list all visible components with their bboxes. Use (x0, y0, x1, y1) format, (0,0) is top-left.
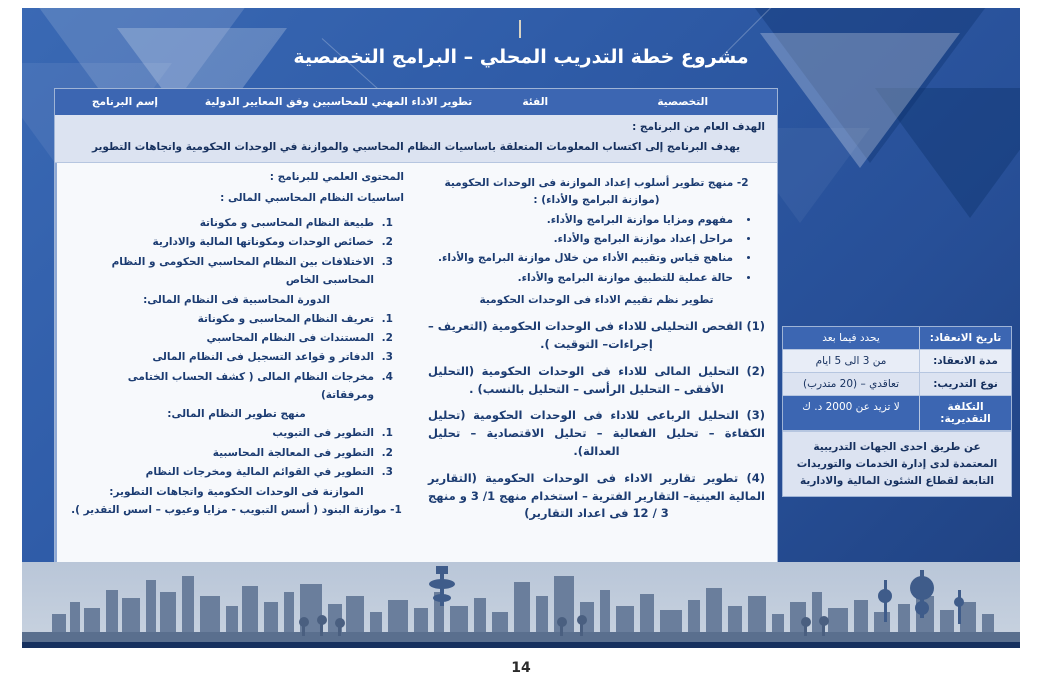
goal-text: يهدف البرنامج إلى اكتساب المعلومات المتعلقة باساسيات النظام المحاسبي والموازنة في الوحدات الحكومية واتجاهات التطوير (91, 141, 741, 153)
info-key-type: نوع التدريب: (919, 373, 1011, 395)
list-item: • مراحل إعداد موازنة البرامج والأداء. (432, 230, 737, 249)
section1-list (73, 214, 378, 290)
info-key-date: تاريخ الانعقاد: (919, 327, 1011, 349)
info-value-duration: من 3 الى 5 ايام (815, 355, 887, 367)
left-item-2: (2) التحليل المالى للاداء فى الوحدات الحكومية (التحليل الأفقى – التحليل الرأسى – التحليل بالنسب) . (428, 363, 765, 396)
header-category-label: الفئة (522, 96, 549, 108)
content-label: المحتوى العلمي للبرنامج : (269, 171, 404, 183)
info-note: عن طريق احدى الجهات التدريبية المعتمدة لدى إدارة الخدمات والتوريدات التابعة لقطاع الشئون المالية والادارية (783, 431, 1011, 496)
list-item: 4. مخرجات النظام المالى ( كشف الحساب الختامى ومرفقاتة) (73, 368, 378, 405)
section4-title: الموازنة فى الوحدات الحكومية واتجاهات التطوير: (109, 485, 364, 498)
list-item: 3. الاختلافات بين النظام المحاسبي الحكومى و النظام المحاسبى الخاص (73, 253, 378, 290)
slide-canvas (22, 8, 1020, 648)
city-skyline-image (22, 562, 1020, 648)
section3-list (73, 424, 378, 481)
program-table (54, 88, 778, 564)
program-body (55, 163, 777, 563)
decorative-triangle (740, 8, 1000, 163)
program-table-header (55, 89, 777, 115)
list-item: 2. المستندات فى النظام المحاسبي (73, 329, 378, 347)
table-row (783, 350, 1011, 373)
info-value-type: تعاقدي – (20 متدرب) (802, 378, 900, 390)
section2-list (73, 310, 378, 405)
section1-title: اساسيات النظام المحاسبي المالى : (220, 192, 404, 204)
left-bullet-list (432, 211, 737, 289)
info-key-duration: مدة الانعقاد: (919, 350, 1011, 372)
page-title: مشروع خطة التدريب المحلي – البرامج التخصصية (293, 46, 749, 68)
header-program-label: إسم البرنامج (91, 96, 159, 108)
section4-text: 1- موازنة البنود ( أسس التبويب - مزايا وعيوب – اسس التقدير ). (71, 503, 402, 516)
table-row (783, 327, 1011, 350)
list-item: • مفهوم ومزايا موازنة البرامج والأداء. (432, 211, 737, 230)
header-category-value: التخصصية (657, 96, 709, 108)
left-heading: 2- منهج تطوير أسلوب إعداد الموازنة فى الوحدات الحكومية (موازنة البرامج والأداء) : (444, 177, 749, 206)
text-cursor (519, 20, 521, 38)
list-item: • مناهج قياس وتقييم الأداء من خلال موازنة البرامج والأداء. (432, 249, 737, 268)
list-item: 3. الدفاتر و قواعد التسجيل فى النظام المالى (73, 348, 378, 366)
program-right-column (55, 163, 416, 563)
left-item-1: (1) الفحص التحليلى للاداء فى الوحدات الحكومية (التعريف – إجراءات– التوقيت ). (428, 319, 765, 351)
left-item-4: (4) تطوير تقارير الاداء فى الوحدات الحكومية (التقارير المالية العينية– التقارير الفترية – استخدام منهج 1/ 3 و منهج 3 / 12 فى اعداد التقارير) (428, 470, 765, 521)
table-row (783, 373, 1011, 396)
header-program-value: تطوير الاداء المهني للمحاسبين وفق المعايير الدولية (204, 96, 473, 108)
page-number: 14 (511, 660, 531, 676)
left-subheading: تطوير نظم تقييم الاداء فى الوحدات الحكومية (479, 294, 714, 307)
info-key-cost: التكلفة التقديرية: (919, 396, 1011, 430)
info-value-date: يحدد فيما بعد (822, 332, 880, 344)
list-item: 1. تعريف النظام المحاسبى و مكوناتة (73, 310, 378, 328)
info-value-cost: لا تزيد عن 2000 د. ك (802, 401, 900, 413)
program-left-column (416, 163, 777, 563)
list-item: • حالة عملية للتطبيق موازنة البرامج والأداء. (432, 269, 737, 288)
list-item: 2. خصائص الوحدات ومكوناتها المالية والادارية (73, 233, 378, 251)
section3-title: منهج تطوير النظام المالى: (167, 408, 306, 421)
info-table (782, 326, 1012, 497)
list-item: 1. التطوير فى التبويب (73, 424, 378, 442)
left-item-3: (3) التحليل الرباعى للاداء فى الوحدات الحكومية (تحليل الكفاءة – تحليل الفعالية – تحليل الاقتصادية – تحليل العدالة). (428, 408, 765, 458)
program-goal-section (55, 115, 777, 163)
section2-title: الدورة المحاسبية فى النظام المالى: (143, 293, 330, 306)
list-item: 2. التطوير فى المعالجة المحاسبية (73, 444, 378, 462)
footer-bar (22, 642, 1020, 648)
table-row (783, 396, 1011, 431)
decorative-triangle (875, 88, 1020, 218)
goal-title: الهدف العام من البرنامج : (632, 121, 765, 133)
list-item: 3. التطوير في القوائم المالية ومخرجات النظام (73, 463, 378, 481)
list-item: 1. طبيعة النظام المحاسبى و مكوناتة (73, 214, 378, 232)
